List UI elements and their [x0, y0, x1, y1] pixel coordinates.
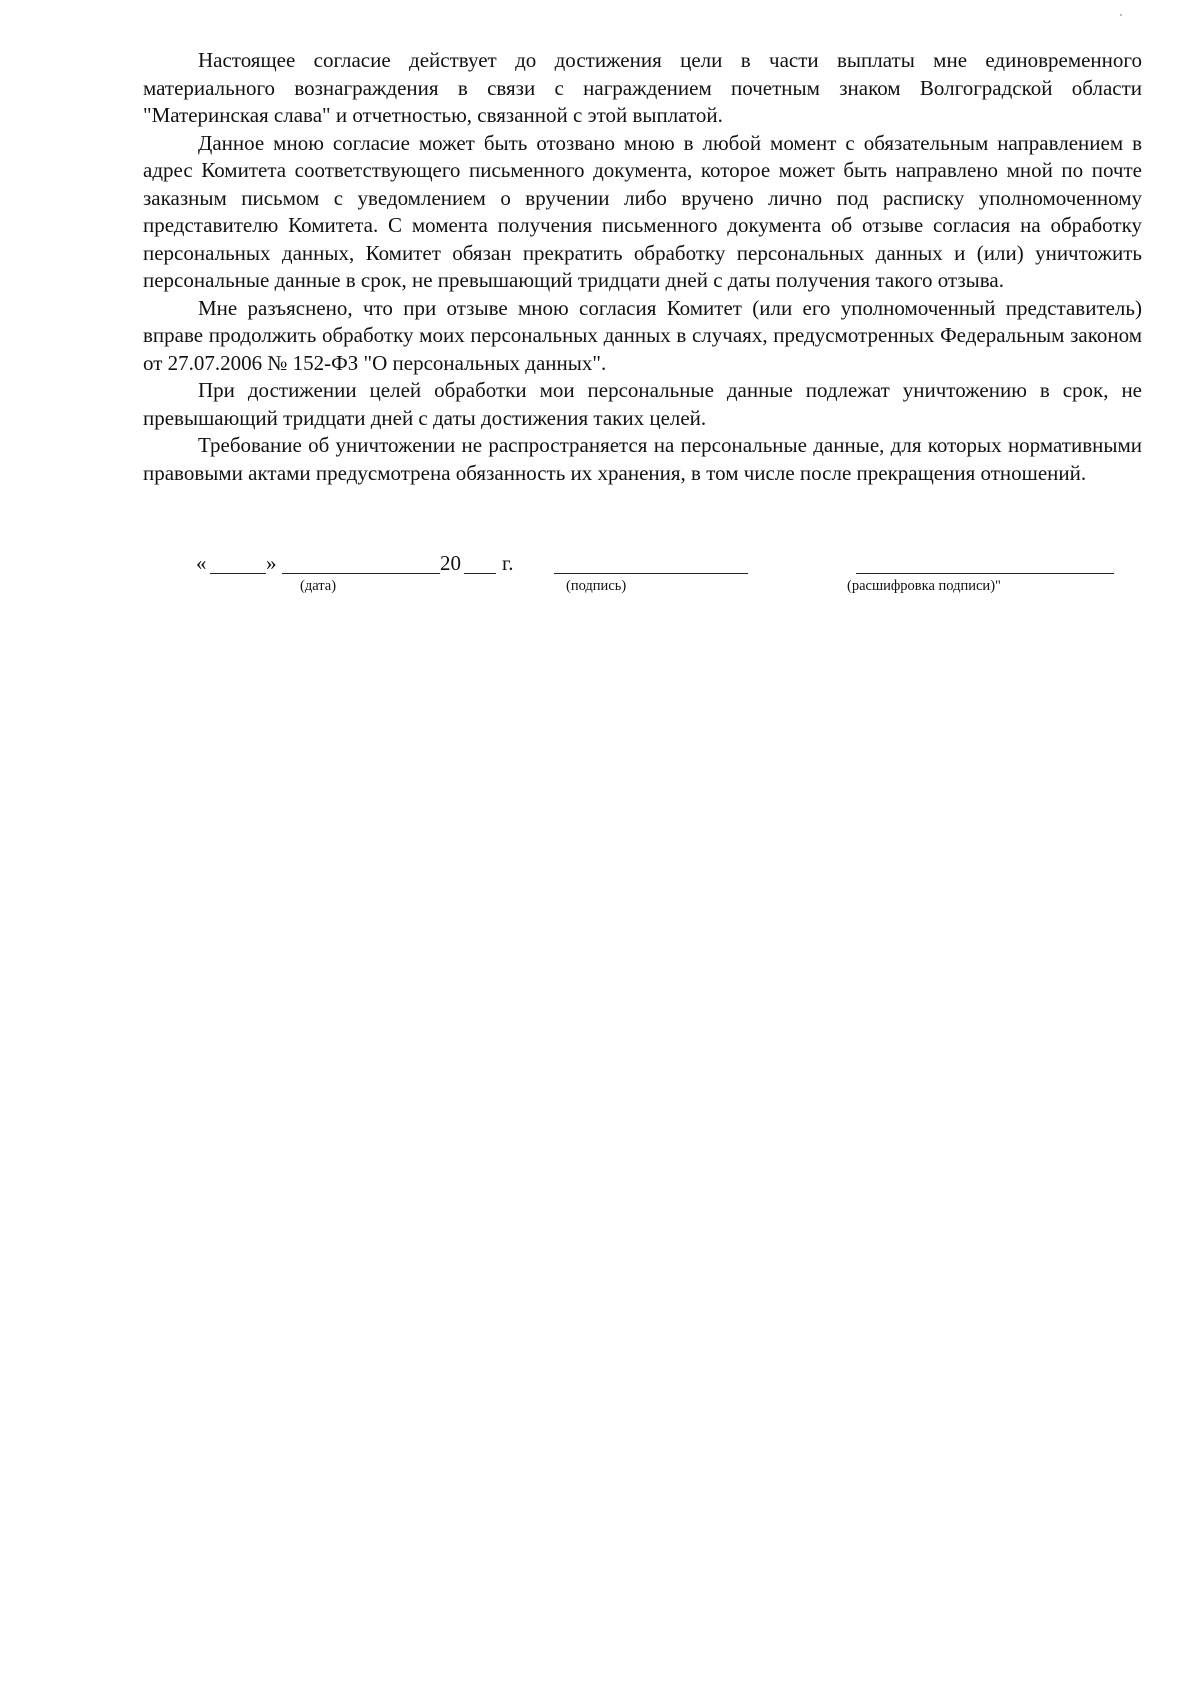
paragraph-explanation: Мне разъяснено, что при отзыве мною согласия Комитет (или его уполномоченный представитель) вправе продолжить обработку моих персональных данных в случаях, предусмотренных Федеральным законом от 27.07.2006 № 152-ФЗ "О персональных данных".	[143, 295, 1142, 375]
year-suffix: г.	[502, 551, 514, 575]
decoding-blank[interactable]	[856, 573, 1114, 574]
signature-blank[interactable]	[554, 573, 748, 574]
open-quote: «	[196, 551, 207, 575]
close-quote: »	[266, 551, 277, 575]
paragraph-validity: Настоящее согласие действует до достижения цели в части выплаты мне единовременного материального вознаграждения в связи с награждением почетным знаком Волгоградской области "Материнская слава" и отчетностью, связанной с этой выплатой.	[143, 48, 1142, 127]
paragraph-revocation: Данное мною согласие может быть отозвано мною в любой момент с обязательным направлением в адрес Комитета соответствующего письменного документа, которое может быть направлено мной по почте заказным письмом с уведомлением о вручении либо вручено лично под расписку уполномоченному представителю Комитета. С момента получения письменного документа об отзыве согласия на обработку персональных данных, Комитет обязан прекратить обработку персональных данных и (или) уничтожить персональные данные в срок, не превышающий тридцати дней с даты получения такого отзыва.	[143, 130, 1142, 292]
day-blank[interactable]	[210, 573, 266, 574]
month-blank[interactable]	[282, 573, 440, 574]
decoding-caption: (расшифровка подписи)"	[847, 578, 1001, 594]
signature-caption: (подпись)	[566, 578, 627, 594]
paragraph-destruction: При достижении целей обработки мои персональные данные подлежат уничтожению в срок, не превышающий тридцати дней с даты достижения таких целей.	[143, 378, 1142, 430]
date-caption: (дата)	[300, 578, 337, 594]
consent-text	[143, 47, 1142, 487]
paragraph-exception: Требование об уничтожении не распространяется на персональные данные, для которых нормативными правовыми актами предусмотрена обязанность их хранения, в том числе после прекращения отношений.	[143, 433, 1142, 485]
scan-artifact	[1120, 14, 1122, 16]
year-prefix: 20	[440, 551, 461, 575]
signature-block	[0, 552, 1200, 602]
year-blank[interactable]	[464, 573, 496, 574]
